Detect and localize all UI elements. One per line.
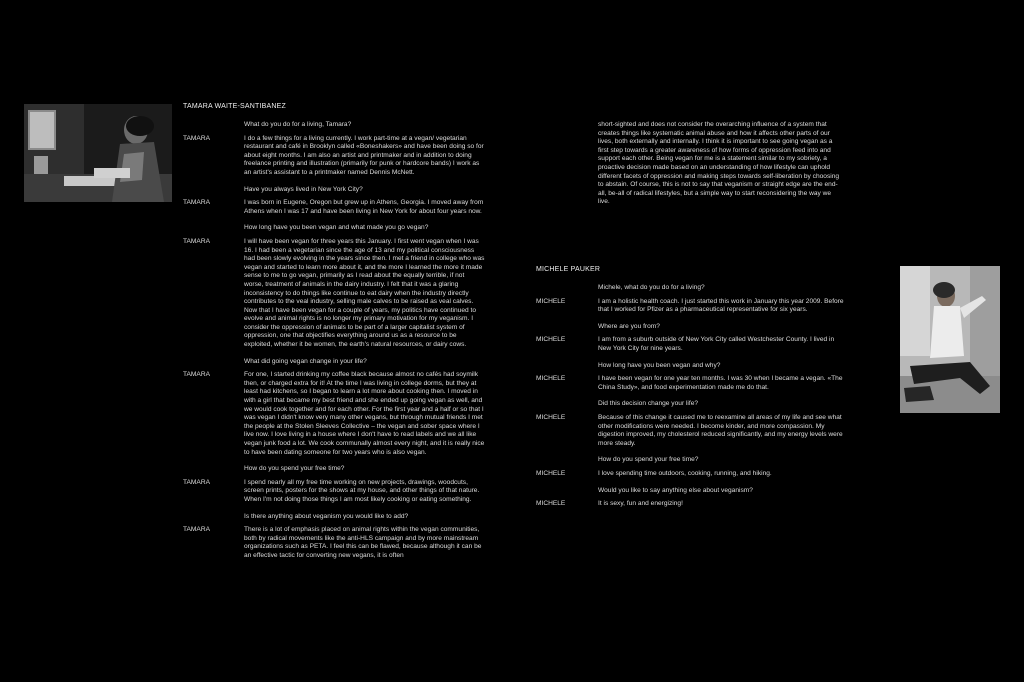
- answer: I am from a suburb outside of New York City called Westchester County. I lived in New York City for nine years.: [598, 336, 835, 352]
- speaker-label: MICHELE: [536, 413, 566, 421]
- speaker-label: MICHELE: [536, 336, 566, 344]
- michele-interview-column: [536, 284, 848, 517]
- answer: I am a holistic health coach. I just started this work in January this year 2009. Before that I worked for Pfizer as a pharmaceutical representative for six years.: [598, 297, 844, 314]
- tamara-name-heading: TAMARA WAITE-SANTIBANEZ: [183, 103, 286, 110]
- answer-row: [536, 336, 848, 353]
- qa-block: [536, 362, 848, 393]
- answer: I do a few things for a living currently. I work part-time at a vegan/ vegetarian restaurant and café in Brooklyn called «Boneshakers» and have been doing so for about eight months. I am also an artist and printmaker and in addition to doing freelance printing and illustration (primarily for punk or hardcore bands) I work as an artist's assistant to a printmaker named Dennis McNett.: [244, 134, 484, 176]
- answer-row: [183, 199, 485, 216]
- answer: There is a lot of emphasis placed on animal rights within the vegan communities, both by radical movements like the anti-HLS campaign and by more mainstream organizations such as PETA. I feel this can be flawed, because although it can be an effective tactic for converting new vegans, it is often: [244, 526, 482, 559]
- answer: I will have been vegan for three years this January. I first went vegan when I was 16. I had been a vegetarian since the age of 13 and my political consciousness had been slowly evolving in the years since then. I met a friend in college who was vegan and started to learn more about it, and the more I learned the more it made sense to me to go vegan, primarily as I read about the equally terrible, if not worse, treatment of animals in the dairy industry. I felt that it was a glaring inconsistency to do things like continue to eat dairy when the industry directly contributes to the veal industry, selling male calves to be raised as veal calves. Now that I have been vegan for a couple of years, my politics have continued to evolve and animal rights is no longer my primary motivation for my veganism. I consider the oppression of animals to be part of a larger capitalist system of oppression, one that objectifies everything around us as a resource to be exploited, whether it be women, the earth's natural resources, or dairy cows.: [244, 237, 485, 349]
- qa-block: [536, 284, 848, 315]
- question: Michele, what do you do for a living?: [598, 284, 705, 291]
- speaker-label: TAMARA: [183, 199, 210, 207]
- answer: For one, I started drinking my coffee black because almost no cafés had soymilk then, or charged extra for it! At the time I was living in college dorms, but they at least had kitchens, so I began to learn a lot more about cooking then. I moved in with a girl that became my best friend and she ended up going vegan as well, and we would cook together and for each other. For the first year and a half or so that I was vegan I didn't know very many other vegans, but through mutual friends I met the people at the Stolen Sleeves Collective – the vegan and sober space where I live now. I love living in a house where I don't have to read labels and we all like vegan junk food a lot. We cook communally almost every night, and it is really nice to have been dating someone for two years who is also vegan.: [244, 371, 485, 456]
- question: Did this decision change your life?: [598, 400, 699, 408]
- question: How long have you been vegan and why?: [598, 361, 721, 369]
- question: What did going vegan change in your life?: [244, 357, 367, 365]
- tamara-answer-continuation: short-sighted and does not consider the overarching influence of a system that creates things like systematic animal abuse and how it affects other parts of our lives, both externally and internally. I think it is important to see going vegan as a first step towards a greater awareness of how forms of oppression feed into and support each other. Being vegan for me is a statement similar to my sobriety, a proactive decision made based on an understanding of how lifestyle can uphold different facets of oppression and making steps towards self-liberation by choosing to abstain. Of course, this is not to say that veganism or straight edge are the end-all, be-all of radical lifestyles, but a simple way to start reconsidering the way we live.: [598, 121, 840, 206]
- question: Would you like to say anything else about veganism?: [598, 486, 753, 494]
- qa-block: [183, 358, 485, 458]
- qa-block: [183, 121, 485, 178]
- qa-block: [183, 224, 485, 349]
- question: Where are you from?: [598, 322, 660, 330]
- answer-row: [536, 470, 848, 479]
- answer-row: [183, 479, 485, 505]
- speaker-label: MICHELE: [536, 500, 566, 508]
- speaker-label: TAMARA: [183, 237, 210, 245]
- michele-name-heading: MICHELE PAUKER: [536, 266, 601, 273]
- qa-block: [183, 513, 485, 561]
- qa-block: [183, 186, 485, 217]
- answer-row: [183, 135, 485, 178]
- answer: I love spending time outdoors, cooking, running, and hiking.: [598, 469, 772, 477]
- speaker-label: TAMARA: [183, 134, 210, 142]
- question: How do you spend your free time?: [244, 465, 345, 473]
- question: How do you spend your free time?: [598, 456, 699, 464]
- michele-photo: [900, 266, 1000, 413]
- answer: It is sexy, fun and energizing!: [598, 500, 683, 508]
- tamara-photo: [24, 104, 172, 202]
- speaker-label: TAMARA: [183, 478, 210, 486]
- question: How long have you been vegan and what made you go vegan?: [244, 224, 429, 232]
- speaker-label: MICHELE: [536, 469, 566, 477]
- answer-row: [536, 414, 848, 448]
- question: Is there anything about veganism you would like to add?: [244, 512, 409, 520]
- question: Have you always lived in New York City?: [244, 185, 363, 193]
- answer: I have been vegan for one year ten months. I was 30 when I became a vegan. «The China Study», and food experimentation made me do that.: [598, 375, 843, 391]
- tamara-interview-column: [183, 121, 485, 569]
- qa-block: [536, 487, 848, 509]
- answer-row: [183, 526, 485, 560]
- speaker-label: TAMARA: [183, 371, 210, 379]
- answer-row: [183, 238, 485, 350]
- answer-row: [183, 371, 485, 457]
- answer: Because of this change it caused me to reexamine all areas of my life and see what other modifications were needed. I become kinder, and more compassion. My digestion improved, my cholesterol reduced significantly, and my energy levels were more steady.: [598, 413, 843, 447]
- question: What do you do for a living, Tamara?: [244, 121, 352, 128]
- qa-block: [536, 400, 848, 448]
- answer: I spend nearly all my free time working on new projects, drawings, woodcuts, screen prints, posters for the shows at my house, and other things of that nature. When I'm not doing those things I am most likely cooking or eating something.: [244, 478, 480, 503]
- speaker-label: TAMARA: [183, 526, 210, 534]
- answer-row: [536, 375, 848, 392]
- qa-block: [536, 323, 848, 354]
- answer: I was born in Eugene, Oregon but grew up in Athens, Georgia. I moved away from Athens when I was 17 and have been living in New York for about four years now.: [244, 199, 484, 215]
- answer-row: [536, 500, 848, 509]
- speaker-label: MICHELE: [536, 297, 566, 305]
- qa-block: [536, 456, 848, 478]
- answer-row: [536, 298, 848, 315]
- qa-block: [183, 465, 485, 504]
- speaker-label: MICHELE: [536, 375, 566, 383]
